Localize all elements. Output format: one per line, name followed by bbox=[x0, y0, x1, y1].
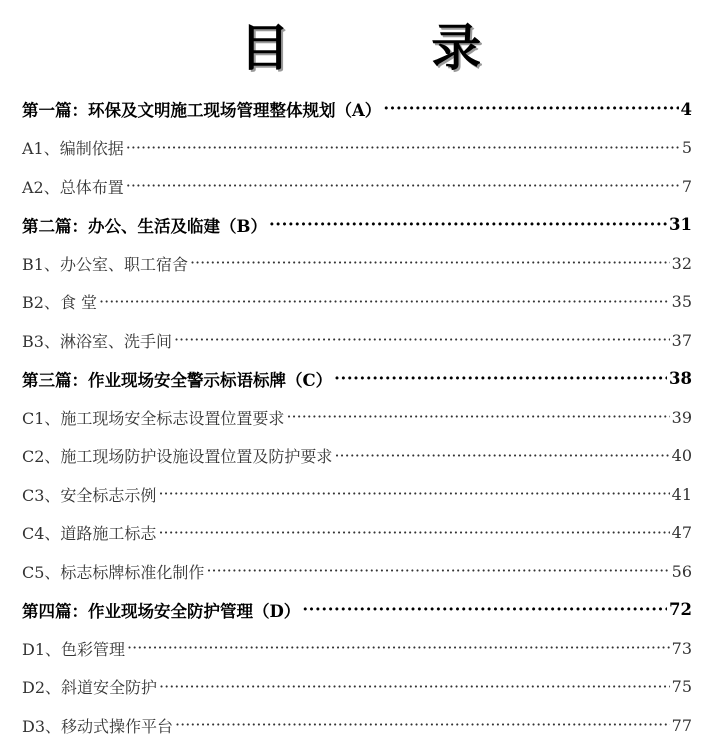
toc-page-number: 47 bbox=[671, 523, 692, 543]
toc-item-d2[interactable] bbox=[22, 668, 692, 707]
toc-page-number: 32 bbox=[671, 253, 692, 273]
dot-leader bbox=[126, 175, 680, 197]
toc-page-number: 72 bbox=[669, 600, 692, 620]
dot-leader bbox=[286, 406, 669, 428]
toc-part-c[interactable] bbox=[22, 360, 692, 399]
dot-leader bbox=[127, 637, 670, 659]
toc-part-a[interactable] bbox=[22, 90, 692, 129]
toc-entry-label: D2、斜道安全防护 bbox=[22, 678, 158, 698]
page-title: 目 录 bbox=[239, 18, 544, 77]
toc-part-d[interactable] bbox=[22, 591, 692, 630]
toc-item-a1[interactable] bbox=[22, 129, 692, 168]
dot-leader bbox=[334, 445, 669, 467]
toc-item-c5[interactable] bbox=[22, 552, 692, 591]
toc-page-number: 31 bbox=[669, 215, 692, 235]
toc-entry-label: D3、移动式操作平台 bbox=[22, 716, 174, 736]
dot-leader bbox=[302, 599, 667, 621]
dot-leader bbox=[126, 137, 680, 159]
toc-entry-label: D1、色彩管理 bbox=[22, 639, 126, 659]
toc-page-number: 39 bbox=[671, 407, 692, 427]
toc-page-number: 38 bbox=[669, 369, 692, 389]
toc-item-b3[interactable] bbox=[22, 321, 692, 360]
toc-page-number: 41 bbox=[671, 484, 692, 504]
toc-entry-label: 第二篇：办公、生活及临建（B） bbox=[22, 216, 267, 236]
toc-entry-label: B1、办公室、职工宿舍 bbox=[22, 254, 188, 274]
toc-page-number: 35 bbox=[671, 292, 692, 312]
toc-entry-label: C3、安全标志示例 bbox=[22, 485, 157, 505]
toc-part-b[interactable] bbox=[22, 206, 692, 245]
dot-leader bbox=[190, 252, 670, 274]
dot-leader bbox=[269, 214, 667, 236]
toc-item-c3[interactable] bbox=[22, 475, 692, 514]
dot-leader bbox=[158, 522, 669, 544]
dot-leader bbox=[206, 560, 669, 582]
toc-item-c4[interactable] bbox=[22, 514, 692, 553]
dot-leader bbox=[175, 714, 670, 736]
toc-item-a2[interactable] bbox=[22, 167, 692, 206]
dot-leader bbox=[174, 329, 670, 351]
toc-page-number: 56 bbox=[671, 561, 692, 581]
toc-entry-label: B3、淋浴室、洗手间 bbox=[22, 331, 172, 351]
toc-entry-label: C2、施工现场防护设施设置位置及防护要求 bbox=[22, 447, 333, 467]
dot-leader bbox=[334, 368, 667, 390]
toc-page-number: 40 bbox=[671, 446, 692, 466]
toc-item-c2[interactable] bbox=[22, 437, 692, 476]
toc-entry-label: 第三篇：作业现场安全警示标语标牌（C） bbox=[22, 370, 333, 390]
toc-entry-label: B2、食 堂 bbox=[22, 293, 98, 313]
toc-item-b1[interactable] bbox=[22, 244, 692, 283]
toc-page-number: 5 bbox=[681, 138, 692, 158]
dot-leader bbox=[99, 291, 670, 313]
toc-page-number: 7 bbox=[681, 176, 692, 196]
toc-entry-label: 第四篇：作业现场安全防护管理（D） bbox=[22, 601, 301, 621]
toc-entry-label: C1、施工现场安全标志设置位置要求 bbox=[22, 408, 285, 428]
toc-item-d3[interactable] bbox=[22, 706, 692, 745]
toc-entry-label: 第一篇：环保及文明施工现场管理整体规划（A） bbox=[22, 101, 382, 121]
toc-entry-label: A2、总体布置 bbox=[22, 177, 124, 197]
dot-leader bbox=[383, 98, 678, 120]
toc-item-b2[interactable] bbox=[22, 283, 692, 322]
toc-page-number: 73 bbox=[671, 638, 692, 658]
toc-item-c1[interactable] bbox=[22, 398, 692, 437]
toc-page-number: 77 bbox=[671, 715, 692, 735]
toc-page-number: 4 bbox=[680, 99, 692, 119]
toc-entry-label: C5、标志标牌标准化制作 bbox=[22, 562, 205, 582]
toc-item-d1[interactable] bbox=[22, 629, 692, 668]
toc-page-number: 75 bbox=[671, 677, 692, 697]
toc-entry-label: C4、道路施工标志 bbox=[22, 524, 157, 544]
toc-entry-label: A1、编制依据 bbox=[22, 139, 124, 159]
dot-leader bbox=[159, 676, 670, 698]
table-of-contents bbox=[22, 90, 692, 745]
toc-page-number: 37 bbox=[671, 330, 692, 350]
dot-leader bbox=[158, 483, 669, 505]
